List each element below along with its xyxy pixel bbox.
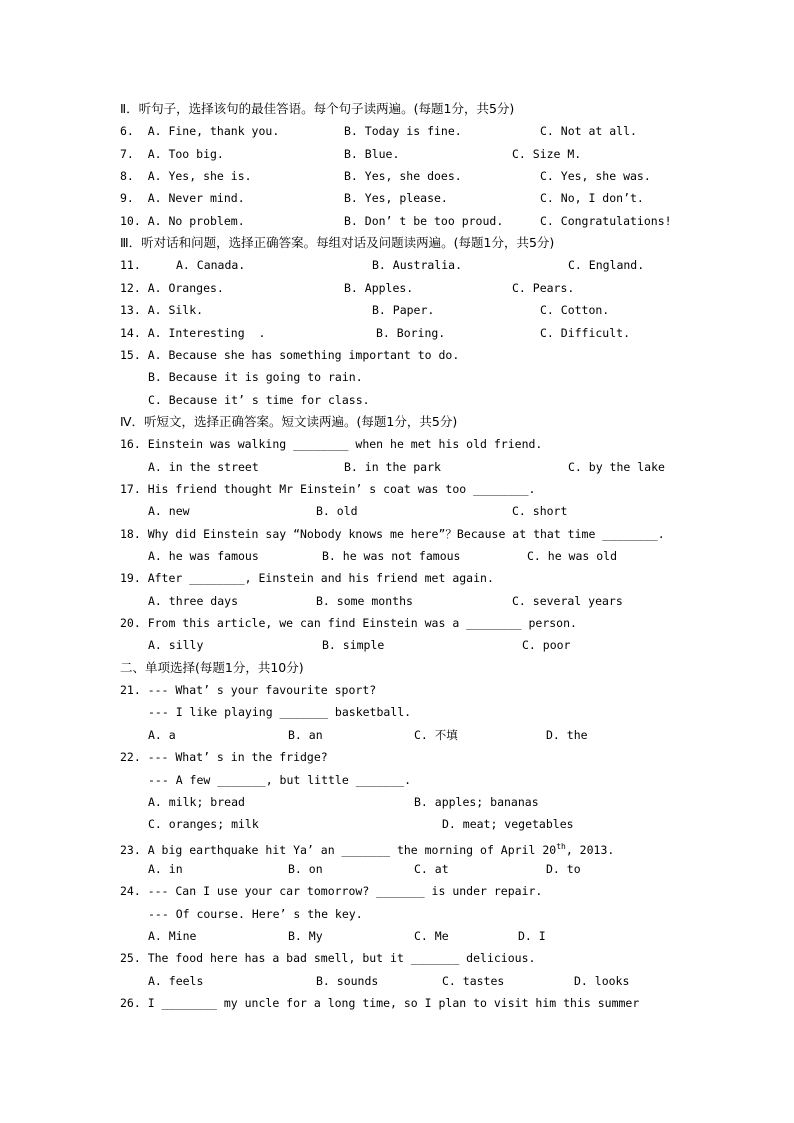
line-text: 13. A. Silk.: [120, 303, 204, 318]
line-text: C. No, I don’t.: [540, 191, 644, 206]
line-text: C. England.: [568, 258, 645, 273]
section-heading: [0, 99, 794, 119]
line-text: B. Paper.: [372, 303, 435, 318]
line-text: D. I: [518, 928, 546, 943]
question-line: [0, 747, 794, 767]
question-line: [0, 837, 794, 857]
line-text: 23. A big earthquake hit Ya’ an _______ the morning of April 20th, 2013.: [120, 841, 615, 857]
line-text: B. in the park: [344, 459, 441, 474]
line-text: C. he was old: [527, 549, 618, 563]
question-line: [0, 188, 794, 208]
line-text: B. Don’ t be too proud.: [344, 213, 504, 228]
section-heading: [0, 412, 794, 432]
line-text: A. feels: [148, 973, 204, 988]
question-line: [0, 479, 794, 499]
line-text: 17. His friend thought Mr Einstein’ s coat was too ________.: [120, 481, 536, 496]
question-line: [0, 635, 794, 655]
question-line: [0, 971, 794, 991]
line-text: --- Of course. Here’ s the key.: [148, 906, 363, 921]
line-text: C. Cotton.: [540, 303, 610, 318]
question-line: [0, 457, 794, 477]
line-text: 11.: [120, 258, 141, 273]
line-text: B. My: [288, 928, 323, 943]
line-text: A. in: [148, 861, 183, 876]
line-text: 22. --- What’ s in the fridge?: [120, 750, 328, 765]
question-line: [0, 814, 794, 834]
line-text: B. Today is fine.: [344, 124, 462, 139]
line-text: B. some months: [316, 593, 413, 608]
line-text: 18. Why did Einstein say “Nobody knows me here”？Because at that time ________.: [120, 526, 665, 541]
line-text: B. Boring.: [376, 325, 446, 340]
line-text: A. three days: [148, 593, 239, 608]
line-text: D. the: [546, 727, 588, 742]
question-line: [0, 524, 794, 544]
question-line: [0, 591, 794, 611]
line-text: A. milk; bread: [148, 794, 245, 809]
line-text: C. Pears.: [512, 280, 575, 295]
question-line: [0, 345, 794, 365]
section-heading: [0, 658, 794, 678]
line-text: C. by the lake: [568, 459, 665, 474]
question-line: [0, 904, 794, 924]
line-text: A. new: [148, 504, 190, 519]
question-line: [0, 546, 794, 566]
question-line: [0, 434, 794, 454]
question-line: [0, 300, 794, 320]
question-line: [0, 121, 794, 141]
line-text: B. simple: [322, 638, 385, 653]
line-text: C. Me: [414, 928, 449, 943]
line-text: B. Yes, please.: [344, 191, 448, 206]
question-line: [0, 390, 794, 410]
line-text: A. Mine: [148, 928, 197, 943]
line-text: C. Congratulations!: [540, 213, 672, 228]
line-text: 15. A. Because she has something important to do.: [120, 347, 460, 362]
line-text: B. Blue.: [344, 146, 400, 161]
question-line: [0, 211, 794, 231]
line-text: C. poor: [522, 638, 571, 653]
question-line: [0, 770, 794, 790]
line-text: C. Yes, she was.: [540, 169, 651, 184]
question-line: [0, 926, 794, 946]
section-heading-text: Ⅳ．听短文，选择正确答案。短文读两遍。(每题1分，共5分): [120, 413, 458, 429]
question-line: [0, 993, 794, 1013]
line-text: C. Size M.: [512, 146, 582, 161]
line-text: 6. A. Fine, thank you.: [120, 124, 280, 139]
line-text: A. a: [148, 727, 176, 742]
section-heading-text: Ⅲ．听对话和问题，选择正确答案。每组对话及问题读两遍。(每题1分，共5分): [120, 235, 555, 251]
line-text: B. an: [288, 727, 323, 742]
line-text: 12. A. Oranges.: [120, 280, 224, 295]
line-text: A. he was famous: [148, 549, 259, 563]
line-text: B. on: [288, 861, 323, 876]
line-text: 20. From this article, we can find Einstein was a ________ person.: [120, 616, 577, 631]
line-text: 25. The food here has a bad smell, but it _______ delicious.: [120, 951, 536, 966]
question-line: [0, 680, 794, 700]
line-text: C. Because it’ s time for class.: [148, 392, 370, 407]
line-text: 24. --- Can I use your car tomorrow? _______ is under repair.: [120, 884, 543, 899]
line-text: 8. A. Yes, she is.: [120, 169, 252, 184]
question-line: [0, 859, 794, 879]
line-text: --- A few _______, but little _______.: [148, 772, 412, 787]
line-text: B. he was not famous: [322, 549, 461, 563]
line-text: 21. --- What’ s your favourite sport?: [120, 683, 377, 698]
line-text: C. Not at all.: [540, 124, 637, 139]
section-heading-text: 二、单项选择(每题1分，共10分): [120, 659, 304, 675]
superscript-text: th: [556, 841, 566, 851]
line-text: B. Because it is going to rain.: [148, 370, 363, 385]
line-text: D. looks: [574, 973, 630, 988]
question-line: [0, 725, 794, 745]
question-line: [0, 613, 794, 633]
question-line: [0, 568, 794, 588]
line-text: A. Canada.: [176, 258, 246, 273]
line-text: 9. A. Never mind.: [120, 191, 245, 206]
question-line: [0, 881, 794, 901]
line-text: 19. After ________, Einstein and his friend met again.: [120, 571, 494, 586]
question-line: [0, 501, 794, 521]
line-text: --- I like playing _______ basketball.: [148, 705, 412, 720]
question-line: [0, 948, 794, 968]
line-text: C. several years: [512, 593, 623, 608]
section-heading-text: Ⅱ．听句子，选择该句的最佳答语。每个句子读两遍。(每题1分，共5分): [120, 101, 515, 116]
line-text: D. meat; vegetables: [442, 817, 574, 832]
line-text: , 2013.: [565, 842, 615, 857]
section-heading: [0, 233, 794, 253]
line-text: C. Difficult.: [540, 325, 631, 340]
line-text: B. Yes, she does.: [344, 169, 462, 184]
line-text: 7. A. Too big.: [120, 146, 224, 161]
line-text: C. tastes: [442, 973, 505, 988]
line-text: C. 不填: [414, 727, 458, 742]
line-text: 10. A. No problem.: [120, 213, 245, 228]
line-text: C. short: [512, 504, 568, 519]
question-line: [0, 792, 794, 812]
line-text: B. sounds: [316, 973, 379, 988]
line-text: B. Australia.: [372, 258, 463, 273]
line-text: B. apples; bananas: [414, 794, 539, 809]
line-text: A. in the street: [148, 459, 259, 474]
line-text: C. at: [414, 861, 449, 876]
question-line: [0, 166, 794, 186]
question-line: [0, 278, 794, 298]
question-line: [0, 702, 794, 722]
line-text: 14. A. Interesting .: [120, 325, 266, 340]
line-text: 26. I ________ my uncle for a long time, so I plan to visit him this summer: [120, 996, 640, 1010]
line-text: 16. Einstein was walking ________ when he met his old friend.: [120, 437, 543, 452]
line-text: C. oranges; milk: [148, 817, 259, 832]
question-line: [0, 144, 794, 164]
line-text: A. silly: [148, 638, 204, 653]
question-line: [0, 255, 794, 275]
line-text: D. to: [546, 861, 581, 876]
question-line: [0, 367, 794, 387]
question-line: [0, 323, 794, 343]
line-text: B. Apples.: [344, 280, 414, 295]
line-text: B. old: [316, 504, 358, 519]
